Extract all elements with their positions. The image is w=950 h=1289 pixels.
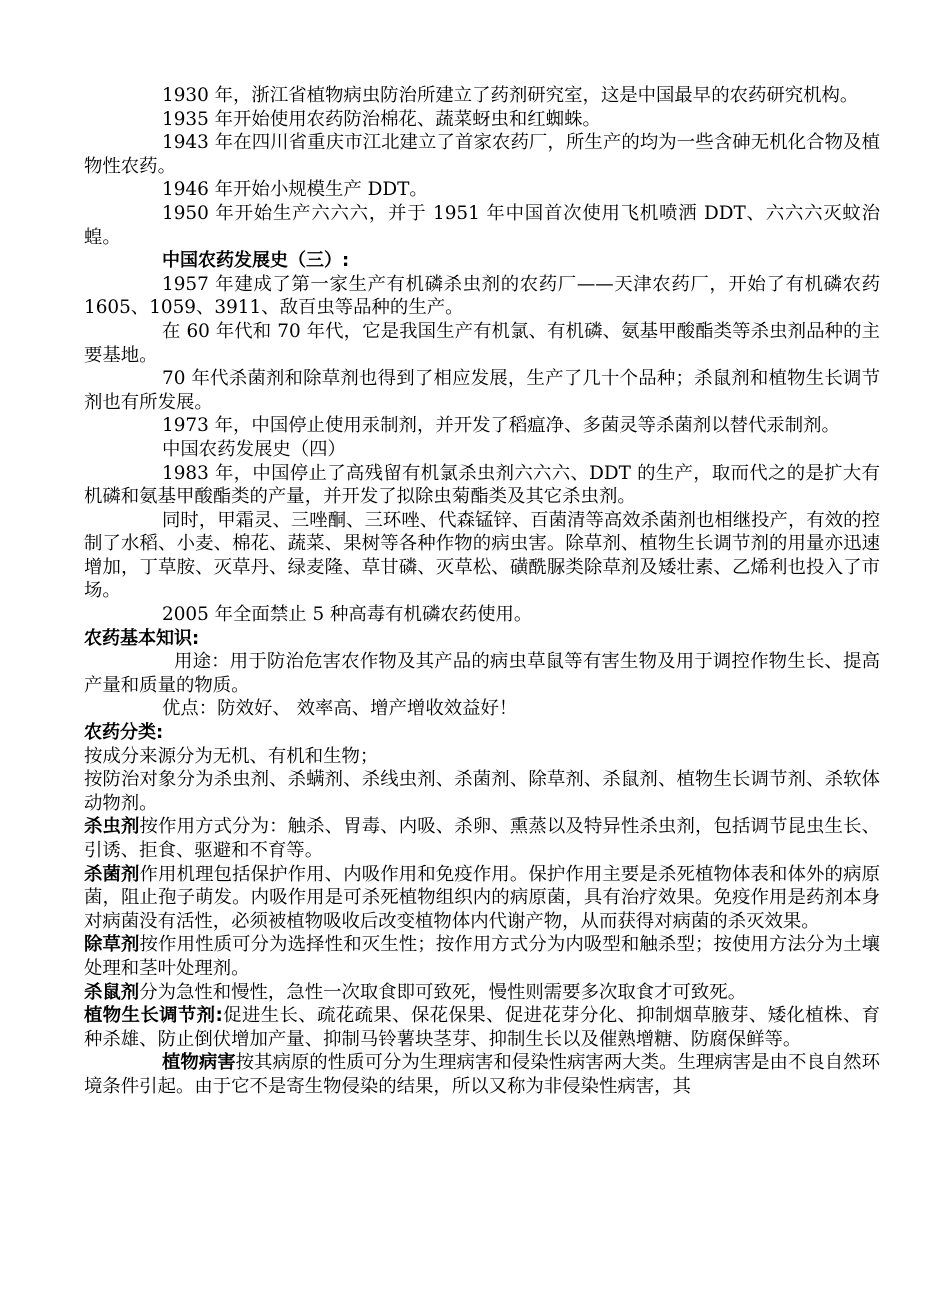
term-rodenticide: 杀鼠剂 [84, 981, 140, 1003]
term-plant-disease: 植物病害 [162, 1052, 236, 1074]
paragraph-1957: 1957 年建成了第一家生产有机磷杀虫剂的农药厂——天津农药厂，开始了有机磷农药 1605、1059、3911、敌百虫等品种的生产。 [84, 273, 880, 319]
paragraph-2005: 2005 年全面禁止 5 种高毒有机磷农药使用。 [162, 604, 533, 626]
paragraph-usage: 用途：用于防治危害农作物及其产品的病虫草鼠等有害生物及用于调控作物生长、提高产量和质量的物质。 [84, 651, 880, 696]
heading-history-4: 中国农药发展史（四） [162, 438, 346, 460]
paragraph-1950: 1950 年开始生产六六六，并于 1951 年中国首次使用飞机喷洒 DDT、六六六灭蚊治蝗。 [84, 202, 880, 248]
paragraph-herbicide-text: 按作用性质可分为选择性和灭生性；按作用方式分为内吸型和触杀型；按使用方法分为土壤处理和茎叶处理剂。 [84, 934, 880, 979]
paragraph-1983: 1983 年，中国停止了高残留有机氯杀虫剂六六六、DDT 的生产，取而代之的是扩大有机磷和氨基甲酸酯类的产量，并开发了拟除虫菊酯类及其它杀虫剂。 [84, 462, 880, 508]
paragraph-1946: 1946 年开始小规模生产 DDT。 [162, 179, 428, 201]
paragraph-fungicides: 同时，甲霜灵、三唑酮、三环唑、代森锰锌、百菌清等高效杀菌剂也相继投产，有效的控制了水稻、小麦、棉花、蔬菜、果树等各种作物的病虫害。除草剂、植物生长调节剂的用量亦迅速增加，丁草胺、灭草丹、绿麦隆、草甘磷、灭草松、磺酰脲类除草剂及矮壮素、乙烯利也投入了市场。 [84, 509, 880, 602]
term-herbicide: 除草剂 [84, 934, 140, 956]
paragraph-rodenticide [84, 981, 880, 1005]
paragraph-plant-disease [84, 1051, 880, 1098]
paragraph-1935: 1935 年开始使用农药防治棉花、蔬菜蚜虫和红蜘蛛。 [162, 108, 601, 130]
heading-classification: 农药分类: [84, 722, 164, 744]
paragraph-growth-regulator-text: 促进生长、疏花疏果、保花保果、促进花芽分化、抑制烟草腋芽、矮化植株、育种杀雄、防止倒伏增加产量、抑制马铃薯块茎芽、抑制生长以及催熟增糖、防腐保鲜等。 [84, 1005, 880, 1050]
paragraph-advantages: 优点：防效好、 效率高、增产增收效益好！ [162, 698, 518, 720]
paragraph-by-target: 按防治对象分为杀虫剂、杀螨剂、杀线虫剂、杀菌剂、除草剂、杀鼠剂、植物生长调节剂、杀软体动物剂。 [84, 769, 880, 814]
paragraph-growth-regulator [84, 1004, 880, 1051]
paragraph-1973: 1973 年，中国停止使用汞制剂，并开发了稻瘟净、多菌灵等杀菌剂以替代汞制剂。 [162, 415, 840, 437]
paragraph-by-source: 按成分来源分为无机、有机和生物； [84, 745, 379, 767]
term-fungicide: 杀菌剂 [84, 863, 140, 885]
paragraph-herbicide [84, 933, 880, 980]
paragraph-plant-disease-text: 按其病原的性质可分为生理病害和侵染性病害两大类。生理病害是由不良自然环境条件引起。由于它不是寄生物侵染的结果，所以又称为非侵染性病害，其 [84, 1052, 880, 1097]
term-growth-regulator: 植物生长调节剂: [84, 1005, 223, 1027]
paragraph-1930: 1930 年，浙江省植物病虫防治所建立了药剂研究室，这是中国最早的农药研究机构。 [162, 85, 859, 106]
paragraph-insecticide-text: 按作用方式分为：触杀、胃毒、内吸、杀卵、熏蒸以及特异性杀虫剂，包括调节昆虫生长、引诱、拒食、驱避和不育等。 [84, 816, 880, 861]
paragraph-1943: 1943 年在四川省重庆市江北建立了首家农药厂，所生产的均为一些含砷无机化合物及植物性农药。 [84, 132, 880, 177]
term-insecticide: 杀虫剂 [84, 816, 140, 838]
paragraph-fungicide [84, 863, 880, 934]
paragraph-60s-70s: 在 60 年代和 70 年代，它是我国生产有机氯、有机磷、氨基甲酸酯类等杀虫剂品种的主要基地。 [84, 320, 880, 366]
heading-basic-knowledge: 农药基本知识: [84, 627, 200, 649]
paragraph-70s: 70 年代杀菌剂和除草剂也得到了相应发展，生产了几十个品种；杀鼠剂和植物生长调节剂也有所发展。 [84, 368, 880, 413]
paragraph-fungicide-text: 作用机理包括保护作用、内吸作用和免疫作用。保护作用主要是杀死植物体表和体外的病原菌，阻止孢子萌发。内吸作用是可杀死植物组织内的病原菌，具有治疗效果。免疫作用是药剂本身对病菌没有活性，必须被植物吸收后改变植物体内代谢产物，从而获得对病菌的杀灭效果。 [84, 863, 880, 932]
paragraph-insecticide [84, 815, 880, 862]
heading-history-3: 中国农药发展史（三）: [162, 250, 350, 272]
paragraph-rodenticide-text: 分为急性和慢性，急性一次取食即可致死，慢性则需要多次取食才可致死。 [139, 981, 747, 1003]
